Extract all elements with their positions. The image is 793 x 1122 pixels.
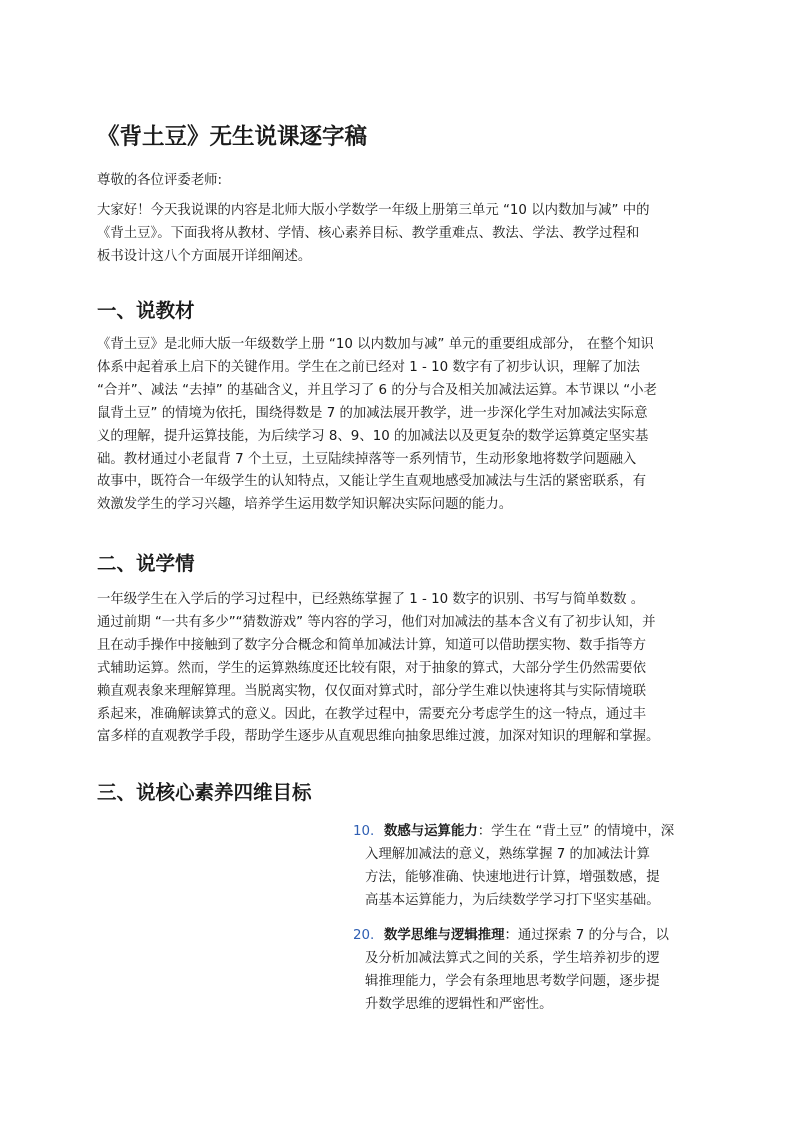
paragraph-line: 效激发学生的学习兴趣，培养学生运用数学知识解决实际问题的能力。 — [97, 497, 513, 513]
goal-list-item — [353, 820, 713, 916]
intro-paragraph — [97, 200, 713, 269]
paragraph-line: 础。教材通过小老鼠背 7 个土豆，土豆陆续掉落等一系列情节，生动形象地将数学问题融入 — [97, 451, 637, 467]
learners-paragraph — [97, 589, 713, 749]
goal-first-line — [365, 820, 713, 843]
paragraph-line: 式辅助运算。然而，学生的运算熟练度还比较有限，对于抽象的算式，大部分学生仍然需要依 — [97, 660, 647, 676]
goal-first-line-rest: ：通过探索 7 的分与合，以 — [504, 928, 669, 943]
paragraph-line: 《背土豆》。下面我将从教材、学情、核心素养目标、教学重难点、教法、学法、教学过程和 — [97, 225, 640, 241]
section-heading-goals: 三、说核心素养四维目标 — [97, 781, 312, 804]
goal-term: 数学思维与逻辑推理 — [384, 928, 505, 943]
section-heading-textbook: 一、说教材 — [97, 299, 195, 322]
goal-line: 及分析加减法算式之间的关系，学生培养初步的逻 — [365, 951, 660, 966]
list-number: 20. — [353, 928, 375, 943]
textbook-paragraph — [97, 334, 713, 517]
goal-line: 辑推理能力，学会有条理地思考数学问题，逐步提 — [365, 974, 660, 989]
greeting: 尊敬的各位评委老师: — [97, 173, 223, 188]
paragraph-line: 赖直观表象来理解算理。当脱离实物，仅仅面对算式时，部分学生难以快速将其与实际情境联 — [97, 683, 647, 699]
paragraph-line: 一年级学生在入学后的学习过程中，已经熟练掌握了 1 - 10 数字的识别、书写与简单数数 。 — [97, 592, 645, 607]
goal-first-line — [365, 924, 713, 947]
paragraph-line: 《背土豆》是北师大版一年级数学上册 “10 以内数加与减” 单元的重要组成部分， 在整个知识 — [97, 337, 654, 352]
paragraph-line: 体系中起着承上启下的关键作用。学生在之前已经对 1 - 10 数字有了初步认识，理解了加法 — [97, 359, 640, 375]
goal-line: 升数学思维的逻辑性和严密性。 — [365, 997, 553, 1012]
goal-line: 入理解加减法的意义，熟练掌握 7 的加减法计算 — [365, 847, 650, 862]
paragraph-line: 系起来，准确解读算式的意义。因此，在教学过程中，需要充分考虑学生的这一特点，通过丰 — [97, 706, 647, 722]
paragraph-line: “合并”、减法 “去掉” 的基础含义，并且学习了 6 的分与合及相关加减法运算。本节课以 “小老 — [97, 382, 657, 398]
goal-line: 高基本运算能力，为后续数学学习打下坚实基础。 — [365, 893, 660, 908]
goal-list-item — [353, 924, 713, 1020]
list-number: 10. — [353, 824, 375, 839]
goal-first-line-rest: ：学生在 “背土豆” 的情境中，深 — [477, 824, 675, 839]
paragraph-line: 通过前期 “一共有多少”“猜数游戏” 等内容的学习，他们对加减法的基本含义有了初步认知，并 — [97, 614, 656, 630]
paragraph-line: 义的理解，提升运算技能，为后续学习 8、9、10 的加减法以及更复杂的数学运算奠定坚实基 — [97, 428, 649, 444]
paragraph-line: 富多样的直观教学手段，帮助学生逐步从直观思维向抽象思维过渡，加深对知识的理解和掌握。 — [97, 729, 660, 745]
goal-term: 数感与运算能力 — [384, 824, 478, 839]
document-title: 《背土豆》无生说课逐字稿 — [97, 124, 368, 150]
paragraph-line: 故事中，既符合一年级学生的认知特点，又能让学生直观地感受加减法与生活的紧密联系，有 — [97, 474, 647, 490]
paragraph-line: 鼠背土豆” 的情境为依托，围绕得数是 7 的加减法展开教学，进一步深化学生对加减法实际意 — [97, 405, 648, 421]
paragraph-line: 大家好！今天我说课的内容是北师大版小学数学一年级上册第三单元 “10 以内数加与减” 中的 — [97, 203, 650, 218]
goal-line: 方法，能够准确、快速地进行计算，增强数感，提 — [365, 870, 660, 885]
paragraph-line: 且在动手操作中接触到了数字分合概念和简单加减法计算，知道可以借助摆实物、数手指等方 — [97, 637, 647, 653]
goal-text — [365, 924, 713, 1016]
section-heading-learners: 二、说学情 — [97, 552, 195, 575]
goal-text — [365, 820, 713, 912]
paragraph-line: 板书设计这八个方面展开详细阐述。 — [97, 248, 312, 264]
